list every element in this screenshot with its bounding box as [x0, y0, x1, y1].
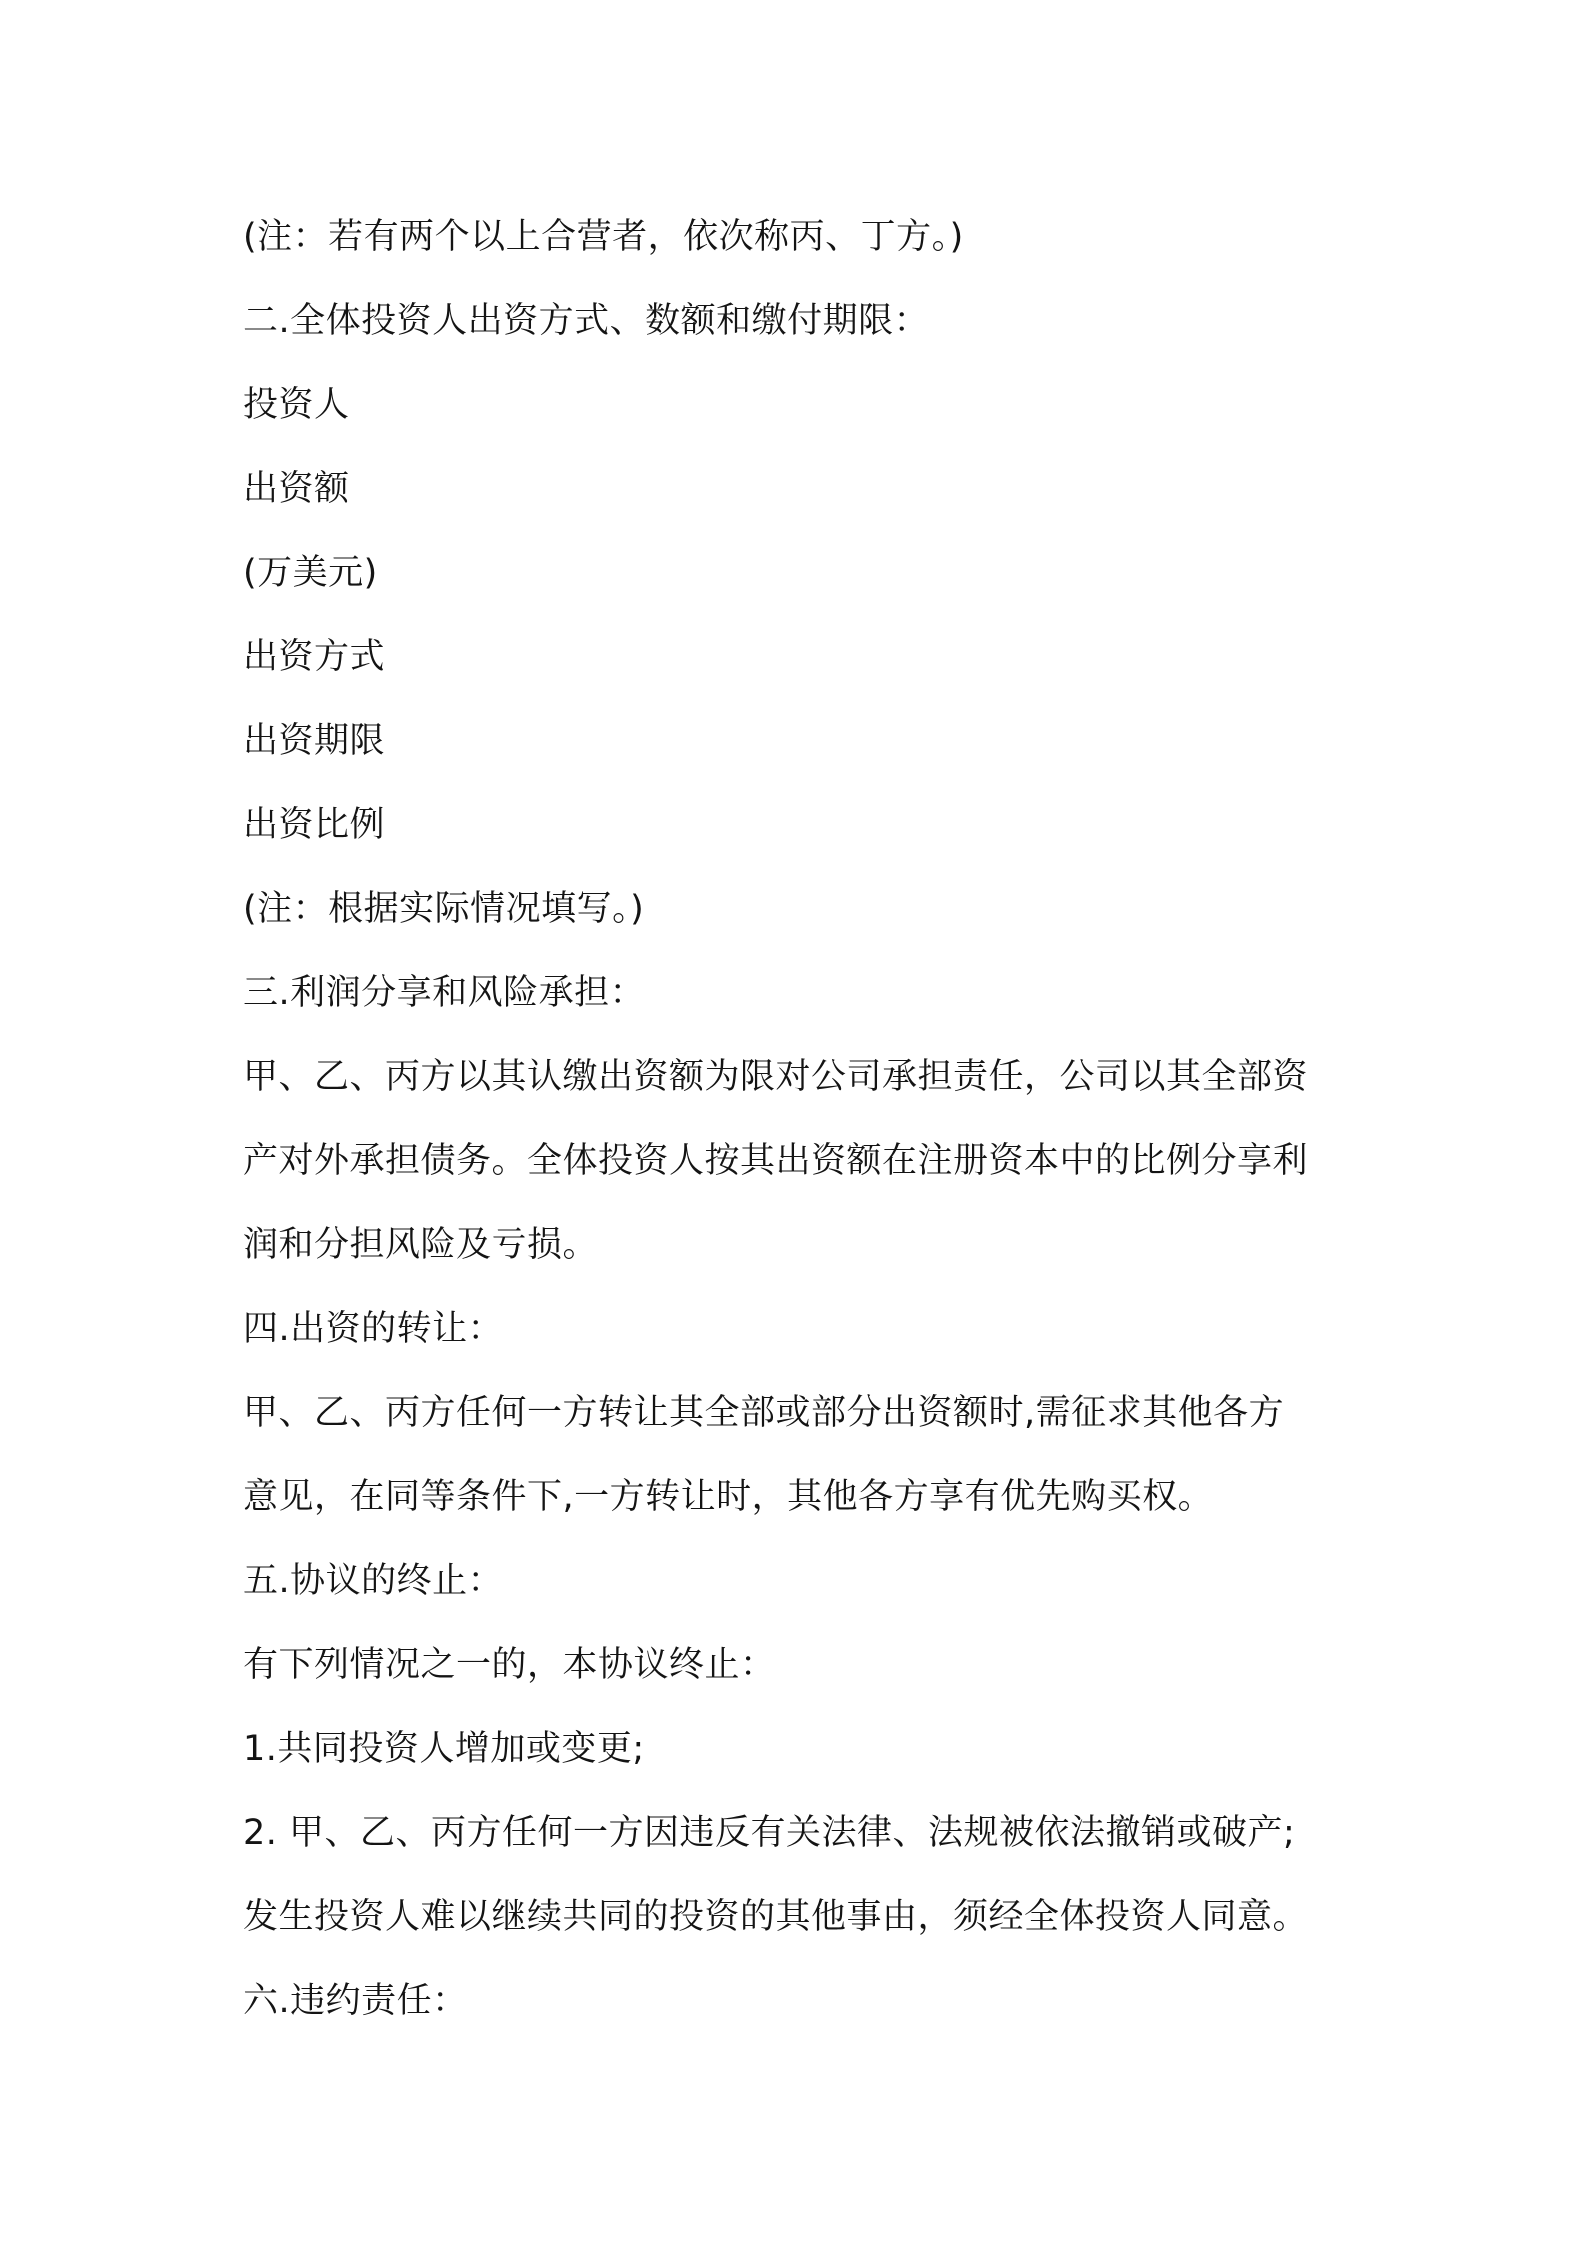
field-label-unit: (万美元) — [243, 553, 378, 593]
list-item: 2. 甲、乙、丙方任何一方因违反有关法律、法规被依法撤销或破产; — [243, 1813, 1296, 1853]
field-label-contribution-method: 出资方式 — [243, 637, 386, 677]
paragraph-line: 甲、乙、丙方任何一方转让其全部或部分出资额时,需征求其他各方 — [243, 1393, 1285, 1433]
list-item: 1.共同投资人增加或变更; — [243, 1729, 645, 1769]
paragraph-line: 甲、乙、丙方以其认缴出资额为限对公司承担责任，公司以其全部资 — [243, 1057, 1309, 1097]
field-label-contribution-ratio: 出资比例 — [243, 805, 386, 845]
field-label-investor: 投资人 — [243, 385, 350, 425]
section-heading-4: 四.出资的转让： — [243, 1309, 504, 1349]
paragraph-line: 有下列情况之一的，本协议终止： — [243, 1645, 776, 1685]
section-heading-5: 五.协议的终止： — [243, 1561, 504, 1601]
document-body — [243, 195, 1363, 2043]
section-heading-2: 二.全体投资人出资方式、数额和缴付期限： — [243, 301, 930, 341]
paragraph-line: 发生投资人难以继续共同的投资的其他事由，须经全体投资人同意。 — [243, 1897, 1309, 1937]
paragraph-line: 意见，在同等条件下,一方转让时，其他各方享有优先购买权。 — [243, 1477, 1214, 1517]
field-label-contribution-amount: 出资额 — [243, 469, 350, 509]
paragraph-line: 产对外承担债务。全体投资人按其出资额在注册资本中的比例分享利 — [243, 1141, 1309, 1181]
paragraph-line: 润和分担风险及亏损。 — [243, 1225, 599, 1265]
note-joint-venture-parties: (注：若有两个以上合营者，依次称丙、丁方。) — [243, 217, 964, 257]
note-fill-in: (注：根据实际情况填写。) — [243, 889, 645, 929]
field-label-contribution-deadline: 出资期限 — [243, 721, 386, 761]
section-heading-6: 六.违约责任： — [243, 1981, 468, 2021]
section-heading-3: 三.利润分享和风险承担： — [243, 973, 646, 1013]
